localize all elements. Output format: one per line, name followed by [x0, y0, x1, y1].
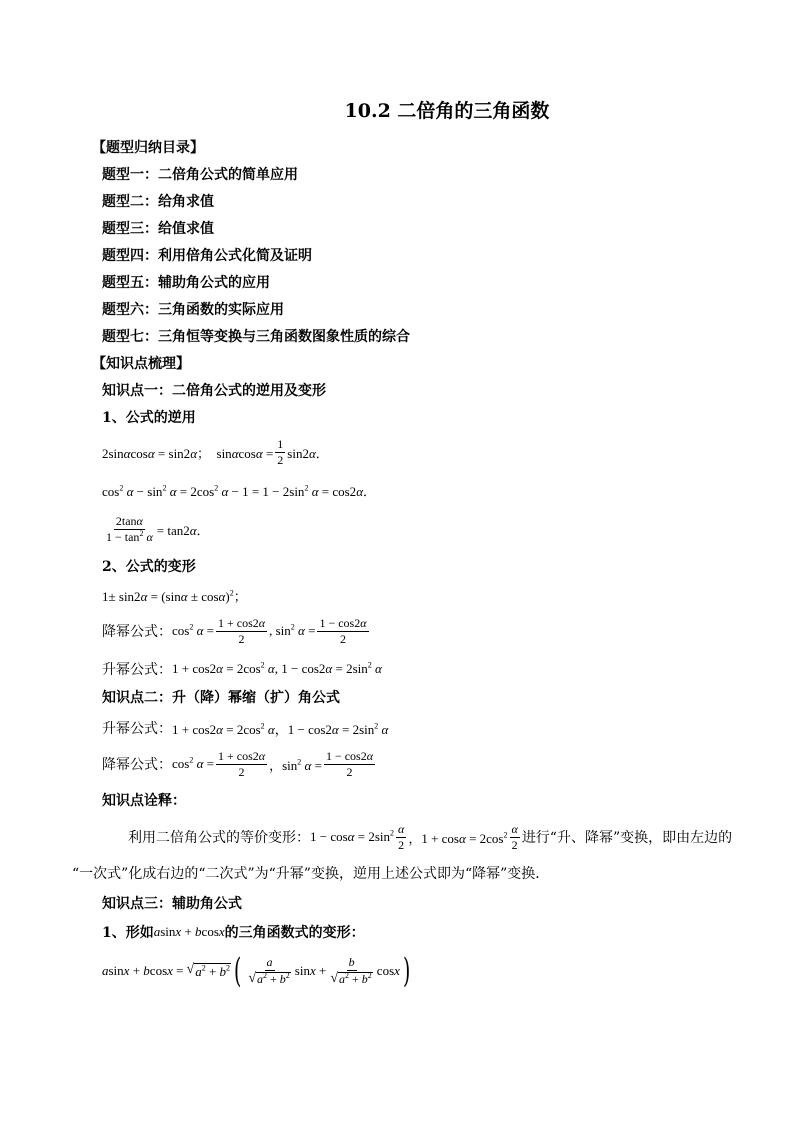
page-title: 10.2 二倍角的三角函数	[344, 100, 550, 122]
formula-double-angle-cos: $\cos^2 \alpha - \sin^2 \alpha = 2\cos^2$ $\alpha - 1 = 1 - 2\sin^2$ α = cos2α．	[102, 483, 377, 499]
explain-text-1: 利用二倍角公式的等价变形：	[128, 830, 310, 846]
k3-title: 知识点三：辅助角公式	[102, 896, 242, 912]
formula-double-angle-tan: $\frac{2\tan\alpha}{1 - \tan^2 \alpha}$ = tan2α．	[106, 513, 210, 544]
shengmi-label: 升幂公式：	[102, 721, 172, 737]
formula-power-reduction-1: 降幂公式： $\cos^2 \alpha$ = $\frac{1 + \cos 2\alpha}{2}$ , $\sin^2 \alpha$ = $\frac{1 - \cos 2\alpha}{2}$	[102, 615, 367, 646]
catalog-item: 题型六：三角函数的实际应用	[102, 302, 284, 318]
k2-title: 知识点二：升（降）幂缩（扩）角公式	[102, 690, 340, 706]
knowledge-header: 【知识点梳理】	[92, 356, 190, 372]
catalog-item: 题型三：给值求值	[102, 221, 214, 237]
formula-power-raise-2: 升幂公式： $1 + \cos 2\alpha = 2\cos^2$ α，$1 - \cos 2\alpha = 2\sin^2$ α	[102, 712, 742, 744]
k1-title: 知识点一：二倍角公式的逆用及变形	[102, 383, 326, 399]
formula-power-raise-1: 升幂公式： $1 + \cos 2\alpha = 2\cos^2$ α, $1 - \cos 2\alpha = 2\sin^2$ α	[102, 660, 382, 678]
document-content	[72, 96, 742, 997]
catalog-item: 题型五：辅助角公式的应用	[102, 275, 270, 291]
explain-line-2: “一次式”化成右边的“二次式”为“升幂”变换，逆用上述公式即为“降幂”变换．	[72, 866, 550, 882]
formula-double-angle-sin: 2sinαcosα = sin2α； sinαcosα = $\frac{1}{2}$ sin2α．	[102, 436, 329, 467]
k3-sub1: 1、形如 asinx + bcosx 的三角函数式的变形：	[102, 923, 365, 941]
jiangmi-label: 降幂公式：	[102, 757, 172, 773]
explain-title: 知识点诠释：	[102, 793, 186, 809]
catalog-header: 【题型归纳目录】	[92, 140, 204, 156]
formula-auxiliary-angle: asinx + bcosx = √ $a^2 + b^2$ ( a √ $a^2 + b^2$ sinx + b √ $a^2 + b^2$ cosx )	[102, 951, 411, 991]
explain-line-1: 利用二倍角公式的等价变形： $1 - \cos\alpha = 2\sin^2$ $\frac{\alpha}{2}$ ，$1 + \cos\alpha = 2\cos^2$ $\frac{\alpha}{2}$ 进行“升、降幂”变换，即由左边的	[128, 821, 733, 852]
k3-sub1-post: 的三角函数式的变形：	[224, 924, 365, 941]
catalog-item: 题型一：二倍角公式的简单应用	[102, 167, 298, 183]
catalog-item: 题型四：利用倍角公式化简及证明	[102, 248, 312, 264]
k1-sub1: 1、公式的逆用	[102, 410, 196, 426]
explain-text-2: 进行“升、降幂”变换，即由左边的	[521, 830, 733, 846]
formula-one-plus-minus-sin: $1\pm \sin 2\alpha = (\sin\alpha \pm \cos\alpha)^2$；	[102, 588, 247, 604]
formula-power-reduction-2: 降幂公式： $\cos^2 \alpha$ = $\frac{1 + \cos 2\alpha}{2}$ ，$\sin^2 \alpha$ = $\frac{1 - \cos 2\alpha}{2}$	[102, 748, 374, 779]
k1-sub2: 2、公式的变形	[102, 559, 196, 575]
catalog-item: 题型二：给角求值	[102, 194, 214, 210]
k3-sub1-pre: 1、形如	[102, 924, 154, 941]
catalog-item: 题型七：三角恒等变换与三角函数图象性质的综合	[102, 329, 410, 345]
shengmi-label: 升幂公式：	[102, 662, 172, 678]
jiangmi-label: 降幂公式：	[102, 624, 172, 640]
